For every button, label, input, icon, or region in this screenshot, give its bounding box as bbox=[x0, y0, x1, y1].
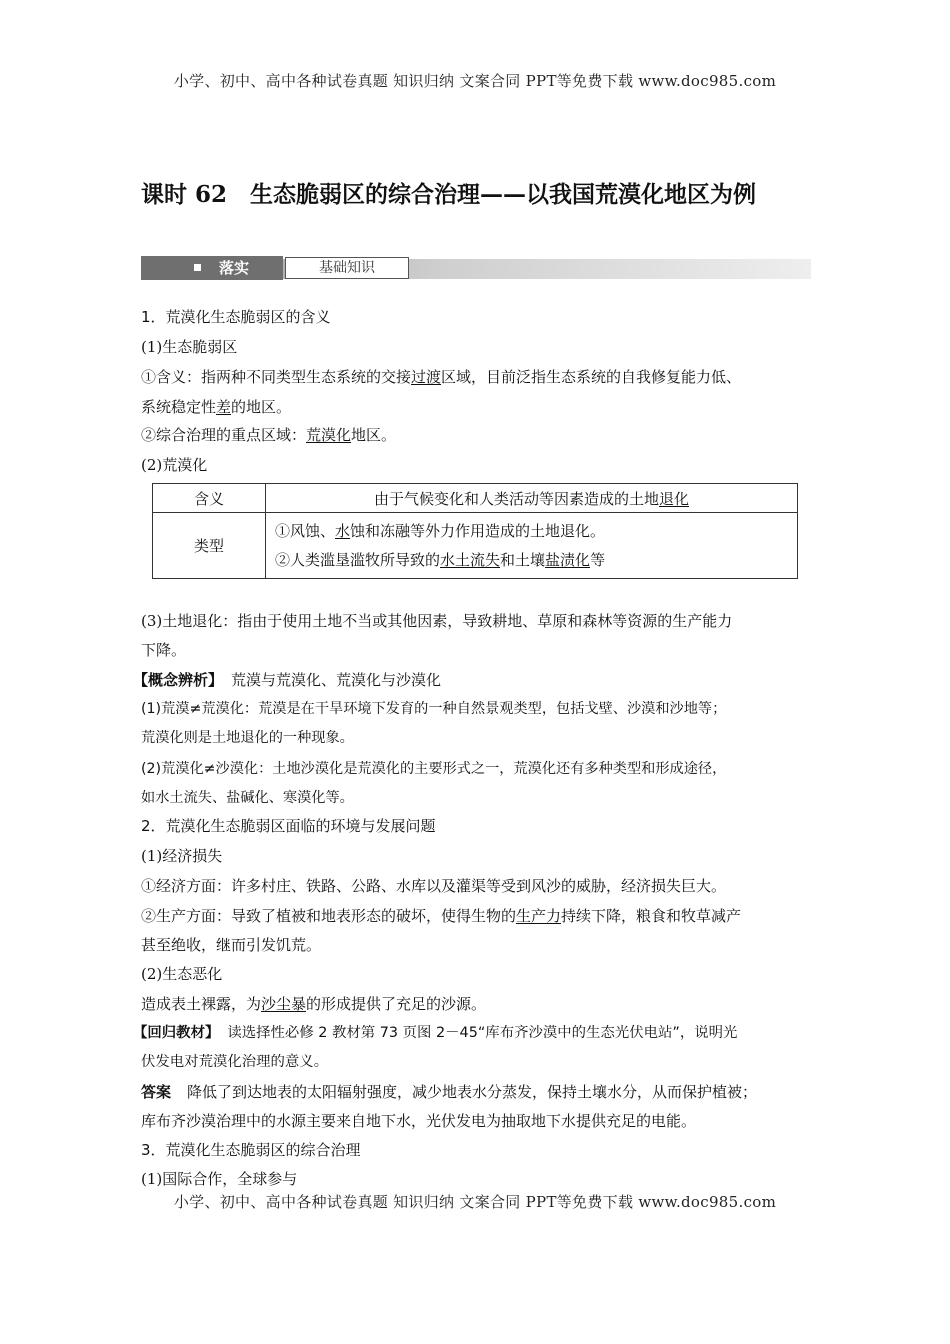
definition-line-1: ①含义：指两种不同类型生态系统的交接过渡区域，目前泛指生态系统的自我修复能力低、 bbox=[141, 368, 742, 386]
textbook-question-line-1: 【回归教材】 读选择性必修 2 教材第 73 页图 2－45“库布齐沙漠中的生态光伏电站”，说明光 bbox=[133, 1025, 738, 1041]
definition-line-2: 系统稳定性差的地区。 bbox=[141, 398, 292, 416]
concept-line-2: 荒漠化则是土地退化的一种现象。 bbox=[141, 730, 354, 746]
answer-blank: 退化 bbox=[659, 489, 690, 508]
answer-blank: 荒漠化 bbox=[306, 426, 352, 444]
concept-line-4: 如水土流失、盐碱化、寒漠化等。 bbox=[141, 790, 354, 806]
subheading-desertification: (2)荒漠化 bbox=[141, 456, 208, 474]
subheading-fragile-zone: (1)生态脆弱区 bbox=[141, 338, 238, 356]
type-item-2: ②人类滥垦滥牧所导致的水土流失和土壤盐渍化等 bbox=[275, 550, 606, 569]
table-meaning-text: 由于气候变化和人类活动等因素造成的土地退化 bbox=[266, 484, 798, 513]
type-item-1: ①风蚀、水蚀和冻融等外力作用造成的土地退化。 bbox=[275, 521, 606, 540]
production-line-1: ②生产方面：导致了植被和地表形态的破坏，使得生物的生产力持续下降，粮食和牧草减产 bbox=[141, 907, 742, 925]
answer-line-1: 答案 降低了到达地表的太阳辐射强度，减少地表水分蒸发，保持土壤水分，从而保护植被； bbox=[141, 1083, 758, 1101]
answer-line-2: 库布齐沙漠治理中的水源主要来自地下水，光伏发电为抽取地下水提供充足的电能。 bbox=[141, 1112, 697, 1130]
table-row bbox=[153, 484, 798, 513]
banner-right-label: 基础知识 bbox=[285, 257, 409, 279]
square-bullet-icon bbox=[194, 264, 201, 271]
answer-blank: 生产力 bbox=[516, 907, 562, 925]
economic-aspect-line: ①经济方面：许多村庄、铁路、公路、水库以及灌渠等受到风沙的威胁，经济损失巨大。 bbox=[141, 877, 727, 895]
production-line-2: 甚至绝收，继而引发饥荒。 bbox=[141, 936, 322, 954]
section-3-heading: 3．荒漠化生态脆弱区的综合治理 bbox=[141, 1141, 361, 1159]
answer-blank: 盐渍化 bbox=[545, 550, 591, 569]
answer-label: 答案 bbox=[141, 1083, 172, 1101]
desertification-table bbox=[152, 483, 798, 579]
page-header: 小学、初中、高中各种试卷真题 知识归纳 文案合同 PPT等免费下载 www.doc985.com bbox=[173, 72, 777, 90]
answer-blank: 差 bbox=[216, 398, 232, 416]
concept-line-3: (2)荒漠化≠沙漠化：土地沙漠化是荒漠化的主要形式之一，荒漠化还有多种类型和形成途径， bbox=[141, 761, 727, 777]
subheading-economic-loss: (1)经济损失 bbox=[141, 847, 223, 865]
page-title: 课时 62 生态脆弱区的综合治理——以我国荒漠化地区为例 bbox=[141, 181, 757, 208]
answer-blank: 水土流失 bbox=[440, 550, 501, 569]
focus-area-line: ②综合治理的重点区域：荒漠化地区。 bbox=[141, 426, 397, 444]
banner-dark-block bbox=[141, 256, 283, 280]
land-degradation-line-1: (3)土地退化：指由于使用土地不当或其他因素，导致耕地、草原和森林等资源的生产能力 bbox=[141, 612, 733, 630]
textbook-tag: 【回归教材】 bbox=[133, 1025, 220, 1041]
concept-heading: 【概念辨析】 荒漠与荒漠化、荒漠化与沙漠化 bbox=[133, 671, 442, 689]
banner-left-label: 落实 bbox=[219, 259, 250, 277]
subheading-ecological-deterioration: (2)生态恶化 bbox=[141, 965, 223, 983]
table-label-type: 类型 bbox=[153, 513, 266, 579]
land-degradation-line-2: 下降。 bbox=[141, 641, 187, 659]
answer-blank: 沙尘暴 bbox=[261, 995, 307, 1013]
section-2-heading: 2．荒漠化生态脆弱区面临的环境与发展问题 bbox=[141, 817, 436, 835]
subheading-international-cooperation: (1)国际合作，全球参与 bbox=[141, 1170, 298, 1188]
concept-tag: 【概念辨析】 bbox=[133, 671, 224, 689]
page-footer: 小学、初中、高中各种试卷真题 知识归纳 文案合同 PPT等免费下载 www.doc985.com bbox=[173, 1193, 777, 1211]
section-banner bbox=[141, 256, 811, 280]
table-row bbox=[153, 513, 798, 579]
textbook-question-line-2: 伏发电对荒漠化治理的意义。 bbox=[141, 1054, 329, 1070]
answer-blank: 过渡 bbox=[411, 368, 442, 386]
answer-blank: 水 bbox=[335, 521, 351, 540]
section-1-heading: 1．荒漠化生态脆弱区的含义 bbox=[141, 308, 331, 326]
table-type-text bbox=[266, 513, 798, 579]
ecological-line: 造成表土裸露，为沙尘暴的形成提供了充足的沙源。 bbox=[141, 995, 487, 1013]
concept-line-1: (1)荒漠≠荒漠化：荒漠是在干旱环境下发育的一种自然景观类型，包括戈壁、沙漠和沙地等； bbox=[141, 701, 727, 717]
table-label-meaning: 含义 bbox=[153, 484, 266, 513]
